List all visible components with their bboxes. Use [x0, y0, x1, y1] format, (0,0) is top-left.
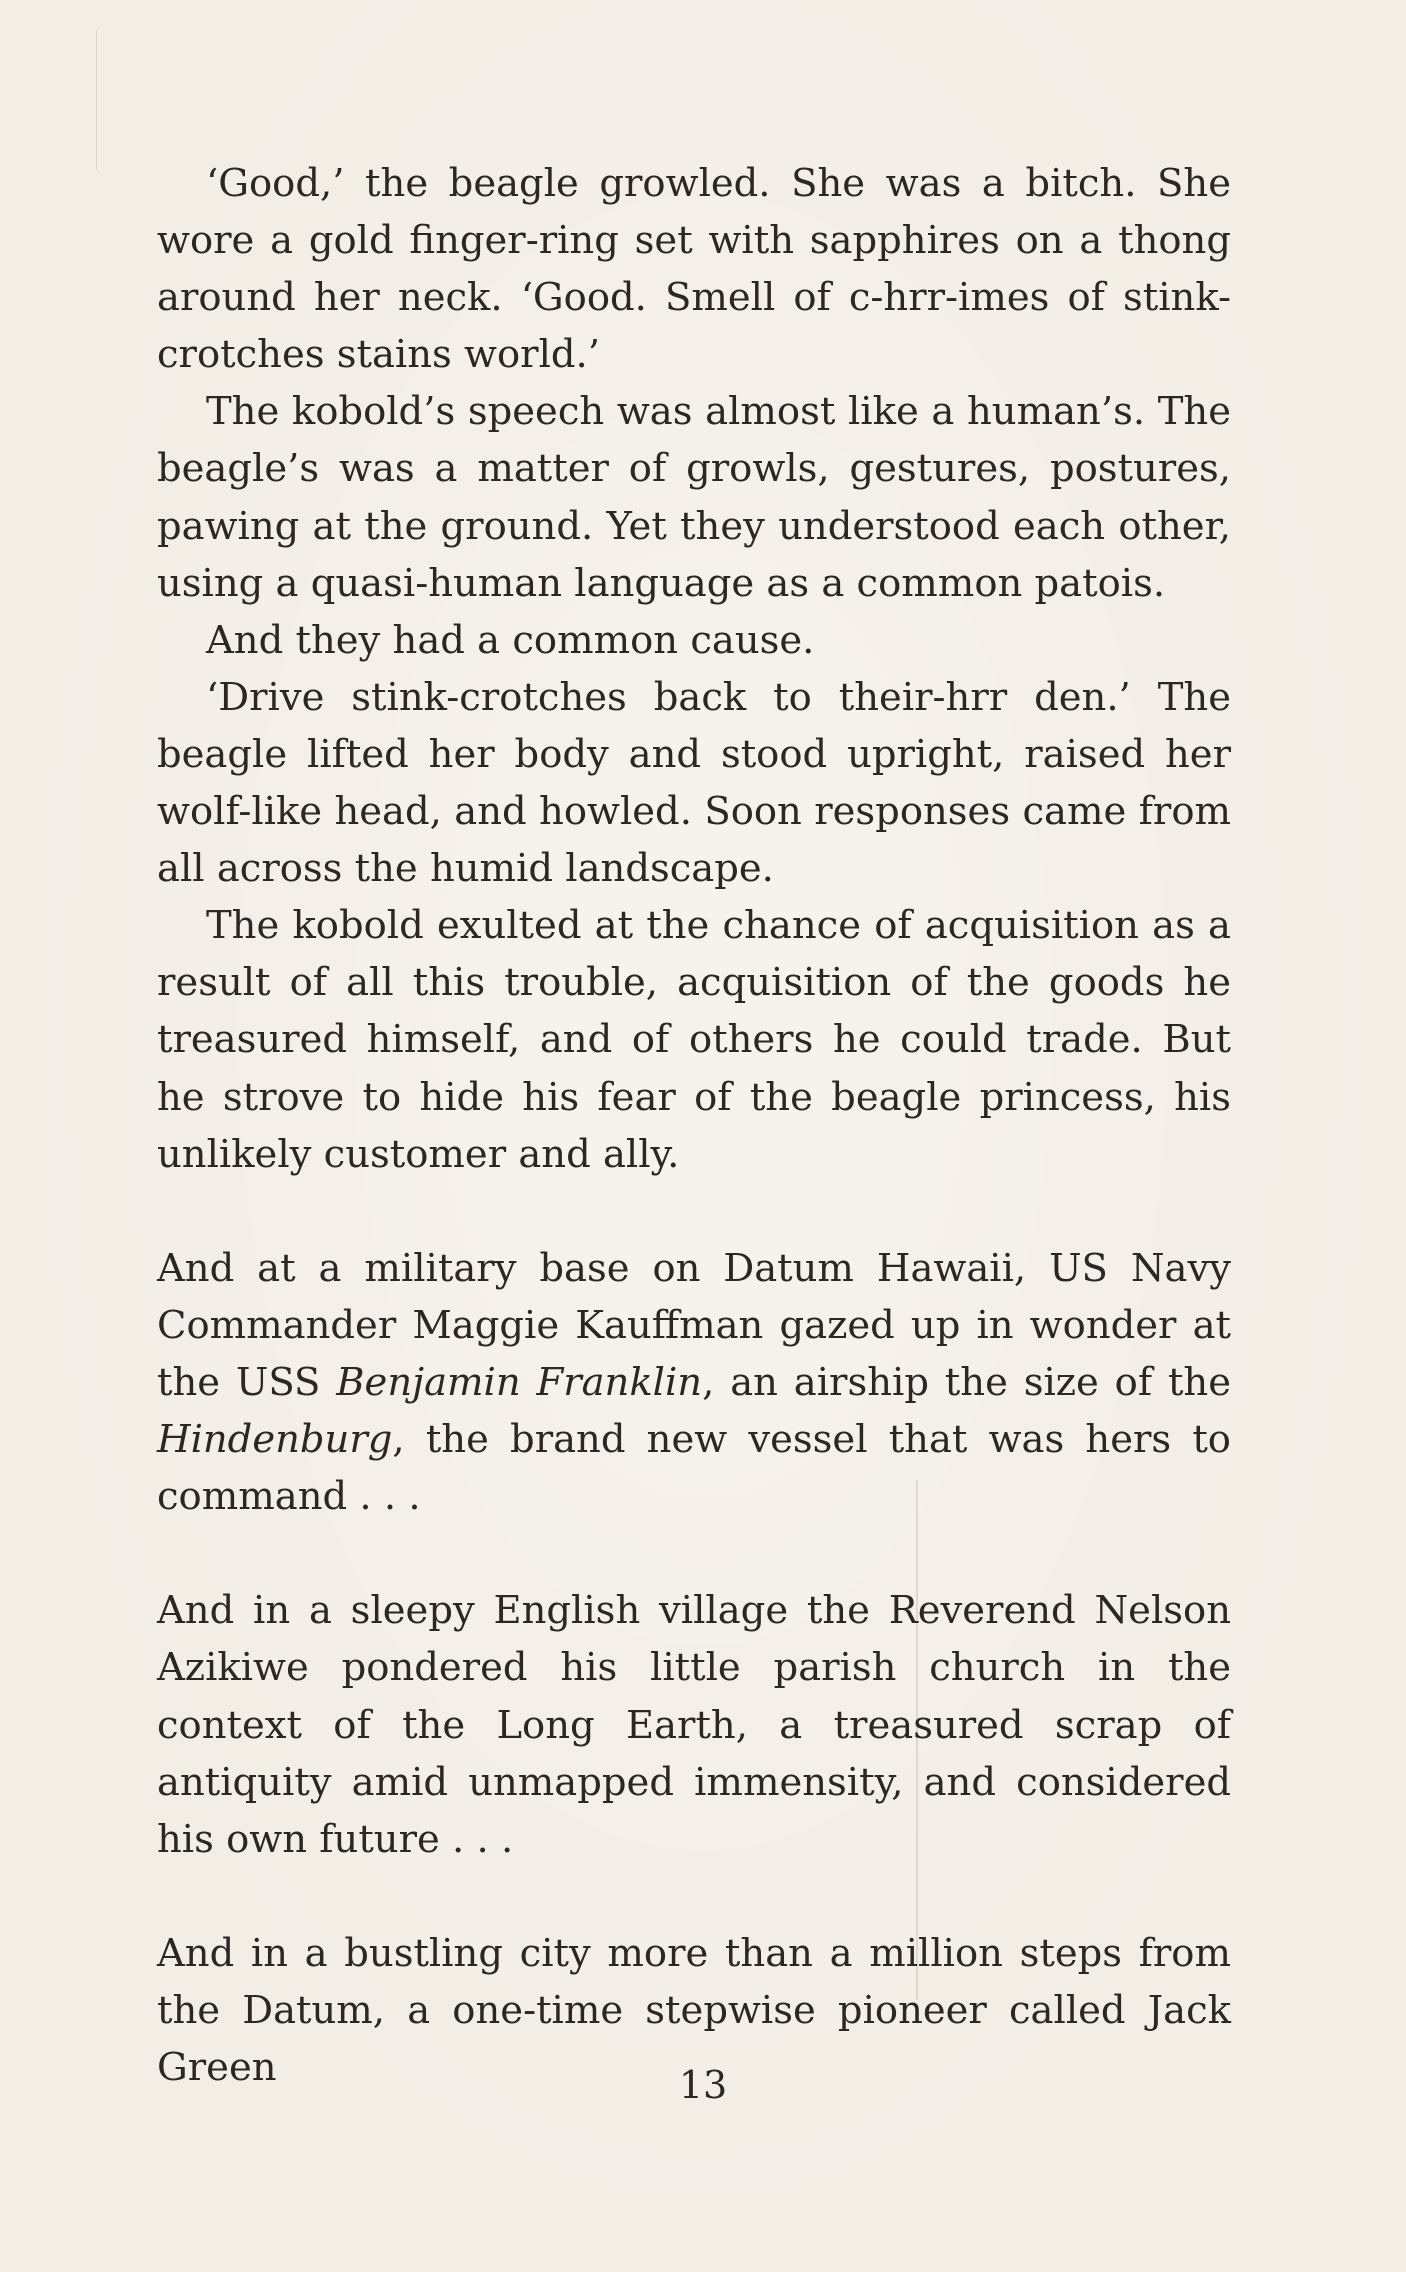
body-text [157, 155, 1231, 2096]
hawaii-text-middle: , an airship the size of the [702, 1359, 1231, 1405]
section-break [157, 1183, 1231, 1240]
paragraph-5: The kobold exulted at the chance of acquisition as a result of all this trouble, acquisition of the goods he treasured himself, and of others he could trade. But he strove to hide his fear of the beagle princess, his unlikely customer and ally. [157, 903, 1231, 1177]
section-break [157, 1868, 1231, 1925]
page-number: 13 [678, 2063, 728, 2107]
paragraph-4: ‘Drive stink-crotches back to their-hrr den.’ The beagle lifted her body and stood upright, raised her wolf-like head, and howled. Soon responses came from all across the humid landscape. [157, 674, 1231, 892]
scan-edge-line [96, 30, 97, 170]
section-break [157, 1525, 1231, 1582]
airship-reference: Hindenburg [157, 1417, 393, 1463]
paragraph-1: ‘Good,’ the beagle growled. She was a bitch. She wore a gold finger-ring set with sapphires on a thong around her neck. ‘Good. Smell of c-hrr-imes of stink-crotches stains world.’ [157, 161, 1231, 378]
paragraph-hawaii [157, 1240, 1231, 1525]
paragraph-2: The kobold’s speech was almost like a human’s. The beagle’s was a matter of growls, gestures, postures, pawing at the ground. Yet they understood each other, using a quasi-human language as a common patois. [157, 389, 1231, 606]
ship-name: Benjamin Franklin [336, 1359, 703, 1405]
hawaii-text-start: And at a military base on Datum Hawaii, US Navy Commander Maggie Kauffman gazed up in wonder at the USS [157, 1245, 1231, 1405]
hawaii-text-end: , the brand new vessel that was hers to command . . . [157, 1417, 1231, 1520]
paragraph-city: And in a bustling city more than a million steps from the Datum, a one-time stepwise pioneer called Jack Green [157, 1930, 1231, 2091]
paragraph-village: And in a sleepy English village the Reverend Nelson Azikiwe pondered his little parish church in the context of the Long Earth, a treasured scrap of antiquity amid unmapped immensity, and considered his own future . . . [157, 1588, 1231, 1862]
paragraph-3: And they had a common cause. [206, 617, 815, 663]
